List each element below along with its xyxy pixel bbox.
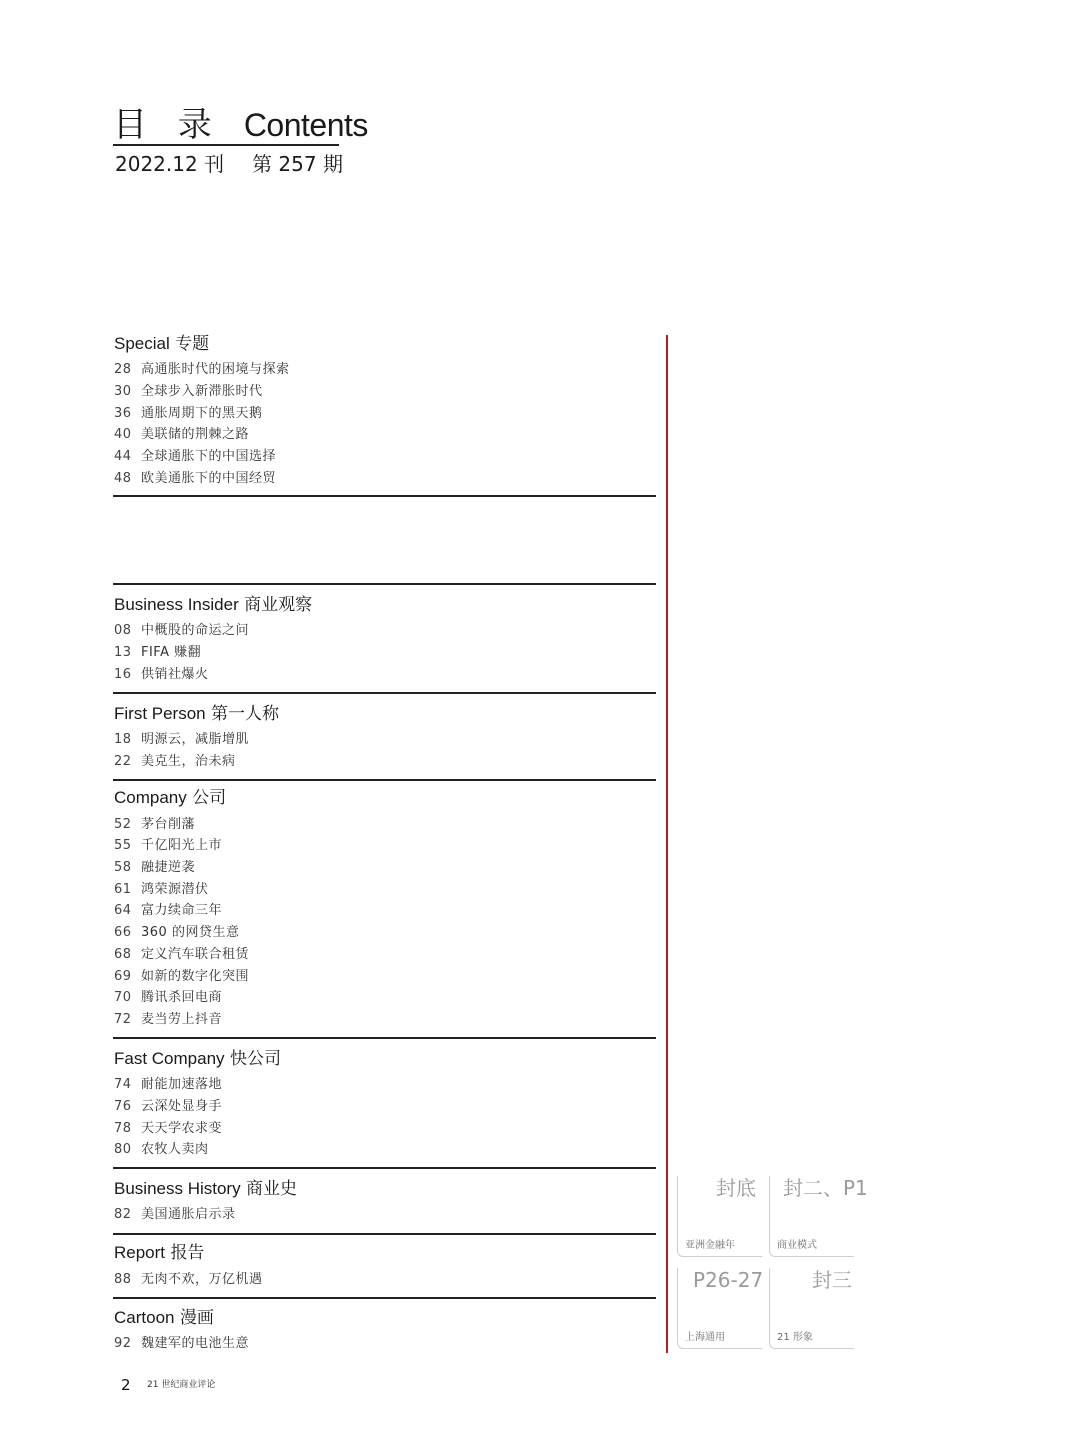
ad-index-cell (677, 1268, 762, 1349)
section-heading-special: Special 专题 (114, 334, 210, 354)
toc-item[interactable]: 30 全球步入新滞胀时代 (114, 384, 263, 399)
toc-item[interactable]: 52 茅台削藩 (114, 817, 196, 832)
section-heading-first-person: First Person 第一人称 (114, 704, 280, 724)
issue-date: 2022.12 刊 (115, 152, 225, 176)
ad-index-cell (769, 1176, 868, 1257)
toc-item[interactable]: 68 定义汽车联合租赁 (114, 947, 250, 962)
section-divider (113, 1297, 656, 1299)
ad-position: P26-27 (693, 1268, 764, 1292)
toc-item[interactable]: 66 360 的网贷生意 (114, 925, 240, 940)
toc-item[interactable]: 28 高通胀时代的困境与探索 (114, 362, 290, 377)
toc-item[interactable]: 08 中概股的命运之问 (114, 623, 250, 638)
ad-advertiser: 商业模式 (777, 1240, 817, 1251)
title-english: Contents (243, 107, 368, 143)
toc-item[interactable]: 16 供销社爆火 (114, 667, 209, 682)
toc-item[interactable]: 18 明源云，减脂增肌 (114, 732, 250, 747)
toc-item[interactable]: 58 融捷逆袭 (114, 860, 196, 875)
toc-item[interactable]: 61 鸿荣源潜伏 (114, 882, 209, 897)
magazine-name: 21 世纪商业评论 (147, 1380, 216, 1390)
section-heading-business-history: Business History 商业史 (114, 1179, 298, 1199)
toc-item[interactable]: 70 腾讯杀回电商 (114, 990, 223, 1005)
toc-item[interactable]: 88 无肉不欢，万亿机遇 (114, 1272, 263, 1287)
toc-item[interactable]: 40 美联储的荆棘之路 (114, 427, 250, 442)
ad-index-cell (677, 1176, 762, 1257)
ad-position: 封二、P1 (783, 1176, 868, 1200)
toc-item[interactable]: 76 云深处显身手 (114, 1099, 223, 1114)
ad-position: 封底 (716, 1176, 756, 1200)
toc-item[interactable]: 69 如新的数字化突围 (114, 969, 250, 984)
ad-advertiser: 亚洲金融年 (685, 1240, 735, 1251)
accent-divider (666, 335, 668, 1353)
section-heading-report: Report 报告 (114, 1243, 205, 1263)
section-divider (113, 779, 656, 781)
section-divider (113, 692, 656, 694)
toc-item[interactable]: 72 麦当劳上抖音 (114, 1012, 223, 1027)
toc-item[interactable]: 22 美克生，治未病 (114, 754, 236, 769)
ad-index-cell (769, 1268, 854, 1349)
toc-item[interactable]: 44 全球通胀下的中国选择 (114, 449, 277, 464)
toc-item[interactable]: 82 美国通胀启示录 (114, 1207, 236, 1222)
toc-item[interactable]: 36 通胀周期下的黑天鹅 (114, 406, 263, 421)
ad-advertiser: 21 形象 (777, 1332, 813, 1343)
toc-item[interactable]: 64 富力续命三年 (114, 903, 223, 918)
section-divider (113, 495, 656, 497)
title-chinese: 目 录 (113, 105, 222, 145)
section-heading-cartoon: Cartoon 漫画 (114, 1308, 214, 1328)
issue-info (115, 151, 355, 177)
section-divider (113, 1233, 656, 1235)
section-heading-fast-company: Fast Company 快公司 (114, 1049, 281, 1069)
toc-item[interactable]: 78 天天学农求变 (114, 1121, 223, 1136)
toc-item[interactable]: 74 耐能加速落地 (114, 1077, 223, 1092)
section-heading-company: Company 公司 (114, 788, 227, 808)
toc-item[interactable]: 92 魏建军的电池生意 (114, 1336, 250, 1351)
section-divider (113, 1037, 656, 1039)
toc-item[interactable]: 13 FIFA 赚翻 (114, 645, 202, 660)
issue-number: 第 257 期 (252, 152, 343, 176)
toc-item[interactable]: 80 农牧人卖肉 (114, 1142, 209, 1157)
section-heading-business-insider: Business Insider 商业观察 (114, 595, 313, 615)
ad-advertiser: 上海通用 (685, 1332, 725, 1343)
page-number: 2 (121, 1376, 131, 1394)
toc-item[interactable]: 55 千亿阳光上市 (114, 838, 223, 853)
page-title (113, 104, 368, 146)
toc-item[interactable]: 48 欧美通胀下的中国经贸 (114, 471, 277, 486)
ad-position: 封三 (812, 1268, 852, 1292)
section-divider (113, 583, 656, 585)
section-divider (113, 1167, 656, 1169)
